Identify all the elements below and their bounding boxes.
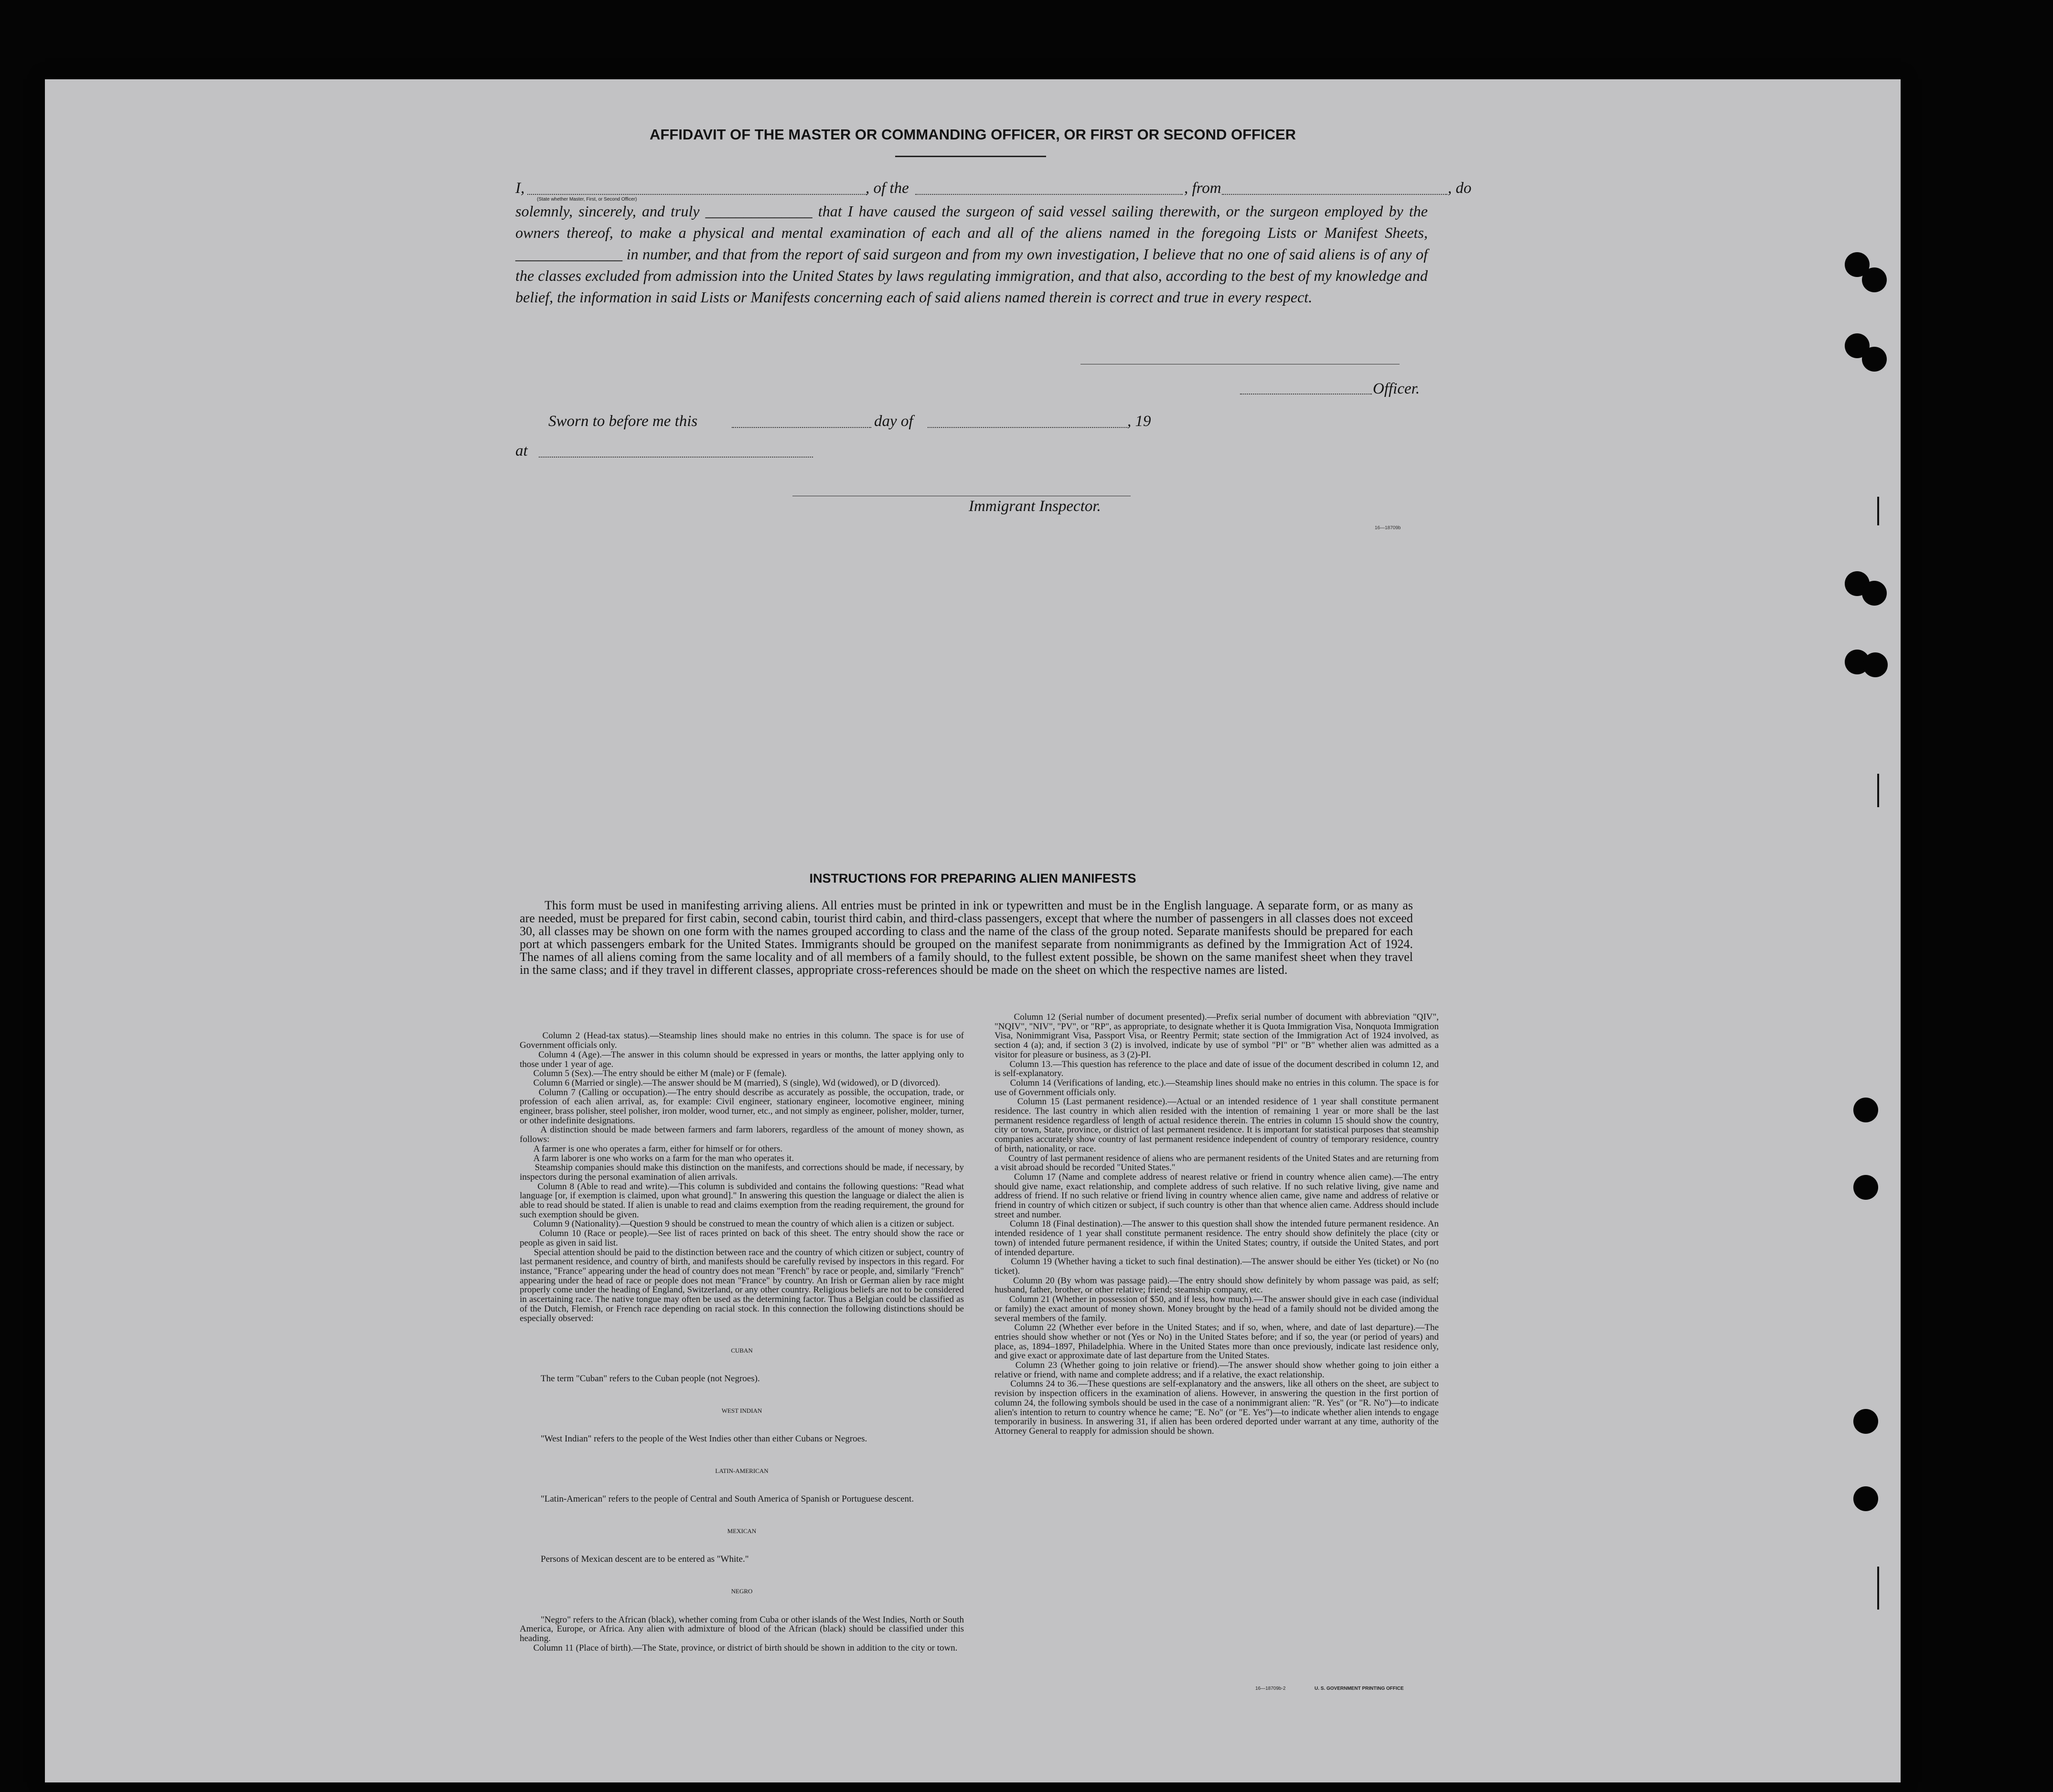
rank-caption: (State whether Master, First, or Second Officer) <box>537 197 637 202</box>
at-label: at <box>515 442 528 459</box>
punch-hole <box>1862 581 1887 606</box>
sworn-label: Sworn to before me this <box>548 413 698 430</box>
instructions-title: INSTRUCTIONS FOR PREPARING ALIEN MANIFESTS <box>809 871 1136 885</box>
inspector-label: Immigrant Inspector. <box>969 498 1101 515</box>
mexican-text: Persons of Mexican descent are to be entered as "White." <box>541 1554 749 1565</box>
officer-label: Officer. <box>1373 380 1420 397</box>
instructions-left-column <box>520 1013 964 1672</box>
instructions-right-column: Column 12 (Serial number of document presented).—Prefix serial number of document with abbreviation "QIV", "NQIV", "NIV", "PV", or "RP", as appropriate, to designate whether it is Quota Immigration Visa, Nonquota Immigration Visa, Nonimmigrant Visa, Passport Visa, or Reentry Permit; state section of the Immigration Act of 1924 involved, as section 4 (a); and, if section 3 (2) is involved, indicate by use of symbol "PI" or "B" whether alien was admitted as a visitor for pleasure or business, as 3 (2)-PI. Column 13.—This question has reference to the place and date of issue of the document described in column 12, and is self-explanatory. Column 14 (Verifications of landing, etc.).—Steamship lines should make no entries in this column. The space is for use of Government officials only. Column 15 (Last permanent residence).—Actual or an intended residence of 1 year shall constitute permanent residence. The last country in which alien resided with the intention of remaining 1 year or more shall be the last permanent residence regardless of length of actual residence therein. The entries in column 15 should show the country, city or town, State, province, or district of last permanent residence. It is important for statistical purposes that steamship companies accurately show country of last permanent residence independent of country of temporary residence, country of birth, nationality, or race. Country of last permanent residence of aliens who are permanent residents of the United States and are returning from a visit abroad should be recorded "United States." Column 17 (Name and complete address of nearest relative or friend in country whence alien came).—The entry should give name, exact relationship, and complete address of such relative. If no such relative living, give name and address of friend. If no such relative or friend living in country whence alien came, give name and address of relative or friend in country of which citizen or subject, if such country is other than that whence alien came. Address should include street and number. Column 18 (Final destination).—The answer to this question shall show the intended future permanent residence. An intended residence of 1 year shall constitute permanent residence. The entry should show definitely the place (city or town) of intended future permanent residence, if within the United States; country, if outside the United States, and port of intended departure. Column 19 (Whether having a ticket to such final destination).—The answer should be either Yes (ticket) or No (no ticket). Column 20 (By whom was passage paid).—The entry should show definitely by whom passage was paid, as self; husband, father, brother, or other relative; friend; steamship company, etc. Column 21 (Whether in possession of $50, and if less, how much).—The answer should give in each case (individual or family) the exact amount of money shown. Money brought by the head of a family should not be divided among the several members of the family. Column 22 (Whether ever before in the United States; and if so, when, where, and date of last departure).—The entries should show whether or not (Yes or No) in the United States before; and if so, the year (or period of years) and place, as, 1894–1897, Philadelphia. Where in the United States more than once previously, indicate last residence only, and give exact or approximate date of last departure from the United States. Column 23 (Whether going to join relative or friend).—The answer should show whether going to join either a relative or friend, with name and complete address; and if a relative, the exact relationship. Columns 24 to 36.—These questions are self-explanatory and the answers, like all others on the sheet, are subject to revision by inspection officers in the examination of aliens. However, in answering the question in the first portion of column 24, the following symbols should be used in the case of a nonimmigrant alien: "R. Yes" (or "R. No")—to indicate alien's intention to return to country whence he came; "E. No" (or "E. Yes")—to indicate whether alien intends to engage temporarily in business. In answering 31, if alien has been ordered deported under warrant at any time, authority of the Attorney General to reapply for admission should be shown. <box>994 1012 1439 1436</box>
west-indian-heading: WEST INDIAN <box>721 1407 762 1414</box>
year-label: , 19 <box>1127 413 1151 430</box>
affidavit-of-the: , of the <box>866 180 909 197</box>
latin-american-heading: LATIN-AMERICAN <box>715 1467 769 1475</box>
punch-hole <box>1862 267 1887 292</box>
punch-hole <box>1853 1175 1878 1200</box>
punch-hole <box>1853 1486 1878 1511</box>
punch-hole <box>1853 1098 1878 1122</box>
punch-hole <box>1863 652 1888 677</box>
from-port-field[interactable] <box>1222 194 1447 195</box>
affidavit-i: I, <box>515 180 525 197</box>
affidavit-form-code: 16—18709b <box>1375 525 1401 531</box>
affidavit-body: solemnly, sincerely, and truly ______________ that I have caused the surgeon of said vessel sailing therewith, or the surgeon employed by the owners thereof, to make a physical and mental examination of each and all of the aliens named in the foregoing Lists or Manifest Sheets, ______________ in number, and that from the report of said surgeon and from my own investigation, I believe that no one of said aliens is of any of the classes excluded from admission into the United States by laws regulating immigration, and that also, according to the best of my knowledge and belief, the information in said Lists or Manifests concerning each of said aliens named therein is correct and true in every respect. <box>515 203 1428 306</box>
negro-text: "Negro" refers to the African (black), whether coming from Cuba or other islands of the West Indies, North or South America, Europe, or Africa. Any alien with admixture of blood of the African (black) should be classified under this heading. Column 11 (Place of birth).—The State, province, or district of birth should be shown in addition to the city or town. <box>520 1614 964 1653</box>
day-of-label: day of <box>874 413 913 430</box>
document-sheet <box>45 79 1901 1782</box>
vessel-name-field[interactable] <box>915 194 1183 195</box>
left-column-text: Column 2 (Head-tax status).—Steamship lines should make no entries in this column. The space is for use of Government officials only. Column 4 (Age).—The answer in this column should be expressed in years or months, the latter applying only to those under 1 year of age. Column 5 (Sex).—The entry should be either M (male) or F (female). Column 6 (Married or single).—The answer should be M (married), S (single), Wd (widowed), or D (divorced). Column 7 (Calling or occupation).—The entry should describe as accurately as possible, the occupation, trade, or profession of each alien arrival, as, for example: Civil engineer, stationary engineer, locomotive engineer, mining engineer, brass polisher, steel polisher, iron molder, wood turner, etc., and not simply as engineer, polisher, molder, turner, or other indefinite designations. A distinction should be made between farmers and farm laborers, regardless of the amount of money shown, as follows: A farmer is one who operates a farm, either for himself or for others. A farm laborer is one who works on a farm for the man who operates it. Steamship companies should make this distinction on the manifests, and corrections should be made, if necessary, by inspectors during the personal examination of alien arrivals. Column 8 (Able to read and write).—This column is subdivided and contains the following questions: "Read what language [or, if exemption is claimed, upon what ground]." In answering this question the language or dialect the alien is able to read should be stated. If alien is unable to read and claims exemption from the reading requirement, the ground for such exemption should be given. Column 9 (Nationality).—Question 9 should be construed to mean the country of which alien is a citizen or subject. Column 10 (Race or people).—See list of races printed on back of this sheet. The entry should show the race or people as given in said list. Special attention should be paid to the distinction between race and the country of which citizen or subject, country of last permanent residence, and country of birth, and manifests should be carefully revised by inspectors in this regard. For instance, "France" appearing under the head of country does not mean "French" by race or people, and, similarly "French" appearing under the head of race or people does not mean "France" by country. An Irish or German alien by race might properly come under the heading of England, Switzerland, or any other country. Religious beliefs are not to be considered in ascertaining race. The native tongue may often be used as the determining factor. Thus a Belgian could be classified as of the Dutch, Flemish, or French race depending on racial stock. In this connection the following distinctions should be especially observed: <box>520 1031 964 1323</box>
edge-mark <box>1877 497 1879 525</box>
cuban-heading: CUBAN <box>731 1346 753 1354</box>
title-underline <box>895 156 1046 157</box>
footer-form-code: 16—18709b-2 <box>1255 1686 1286 1691</box>
instructions-intro: This form must be used in manifesting arriving aliens. All entries must be printed in ink or typewritten and must be in the English language. A separate form, or as many as are needed, must be prepared for first cabin, second cabin, tourist third cabin, and third-class passengers, except that where the number of passengers in all classes does not exceed 30, all classes may be shown on one form with the names grouped according to class and the name of the class of the group noted. Separate manifests should be prepared for each port at which passengers embark for the United States. Immigrants should be grouped on the manifest separate from nonimmigrants as defined by the Immigration Act of 1924. The names of all aliens coming from the same locality and of all members of a family should, to the fullest extent possible, be shown on the same manifest sheet when they travel in the same class; and if they travel in different classes, appropriate cross-references should be made on the sheet on which the respective names are listed. <box>520 898 1413 977</box>
punch-hole <box>1853 1409 1878 1434</box>
affidavit-title: AFFIDAVIT OF THE MASTER OR COMMANDING OFFICER, OR FIRST OR SECOND OFFICER <box>649 126 1296 143</box>
edge-mark <box>1877 774 1879 807</box>
officer-rank-field[interactable] <box>527 194 866 195</box>
latin-american-text: "Latin-American" refers to the people of Central and South America of Spanish or Portuguese descent. <box>541 1494 914 1504</box>
cuban-text: The term "Cuban" refers to the Cuban people (not Negroes). <box>541 1373 760 1384</box>
sworn-place-field[interactable] <box>539 457 813 458</box>
west-indian-text: "West Indian" refers to the people of the West Indies other than either Cubans or Negroes. <box>541 1433 867 1444</box>
punch-hole <box>1862 347 1887 372</box>
affidavit-do: , do <box>1448 180 1472 197</box>
sworn-month-field[interactable] <box>928 427 1127 428</box>
sworn-day-field[interactable] <box>732 427 871 428</box>
footer-printer: U. S. GOVERNMENT PRINTING OFFICE <box>1315 1686 1404 1691</box>
officer-title-field[interactable] <box>1240 394 1372 395</box>
mexican-heading: MEXICAN <box>727 1527 757 1535</box>
edge-mark <box>1877 1567 1879 1610</box>
negro-heading: NEGRO <box>731 1588 753 1595</box>
affidavit-from: , from <box>1184 180 1221 197</box>
